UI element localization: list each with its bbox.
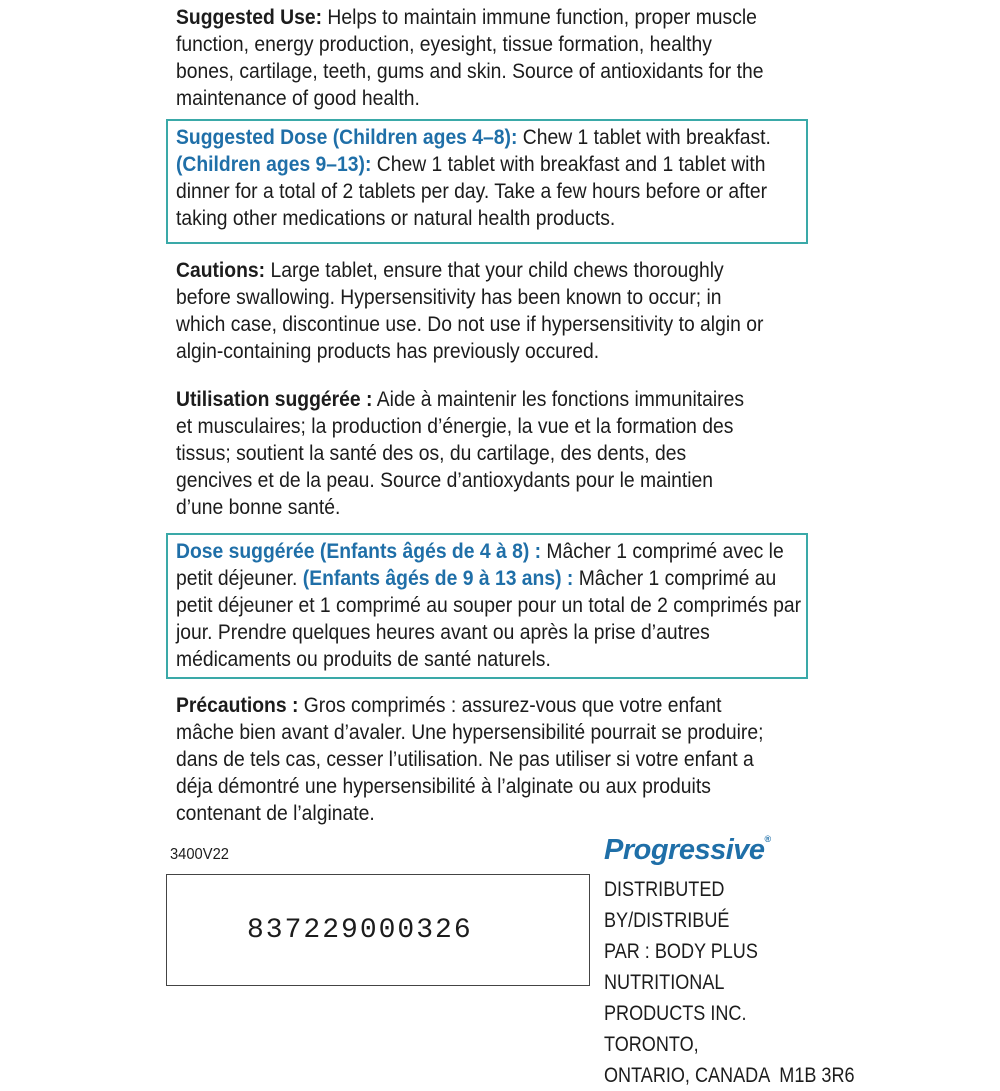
en-cautions-label: Cautions: [176,259,266,282]
brand-name: Progressive [604,834,765,866]
en-dose-text-block [176,124,802,232]
fr-cautions [176,692,765,827]
fr-suggested-use [176,386,765,521]
barcode-number: 837229000326 [247,915,473,946]
fr-suggested-use-label: Utilisation suggérée : [176,388,373,411]
fr-dose-text-2: Mâcher 1 comprimé au petit déjeuner et 1 comprimé au souper pour un total de 2 comprimés par jour. Prendre quelques heures avant ou après la prise d’autres médicaments ou produits de santé naturels. [176,567,802,671]
fr-dose-text-1: Mâcher 1 comprimé avec le petit déjeuner. [176,540,784,590]
en-dose-label-children-9-13: (Children ages 9–13): [176,153,372,176]
en-dose-box [166,119,808,244]
en-dose-text-2: Chew 1 tablet with breakfast and 1 tablet with dinner for a total of 2 tablets per day. Take a few hours before or after taking other medications or natural health products. [176,153,768,230]
distributor-line: DISTRIBUTED BY/DISTRIBUÉ [604,878,730,932]
en-suggested-use-label: Suggested Use: [176,6,323,29]
fr-cautions-label: Précautions : [176,694,299,717]
distributor-line: PAR : BODY PLUS NUTRITIONAL [604,940,758,994]
barcode-box [166,874,590,986]
en-cautions-text: Large tablet, ensure that your child chews thoroughly before swallowing. Hypersensitivity has been known to occur; in which case, discontinue use. Do not use if hypersensitivity to algin or algin-containing products has previously occured. [176,259,764,363]
fr-dose-label-enfants-4-8: Dose suggérée (Enfants âgés de 4 à 8) : [176,540,542,563]
distributor-line: PRODUCTS INC. TORONTO, [604,1002,747,1056]
en-suggested-use [176,4,765,112]
brand-logo [604,834,771,867]
en-cautions [176,257,765,365]
fr-cautions-text: Gros comprimés : assurez-vous que votre enfant mâche bien avant d’avaler. Une hypersensibilité pourrait se produire; dans de tels cas, cesser l’utilisation. Ne pas utiliser si votre enfant a déja démontré une hypersensibilité à l’alginate ou aux produits contenant de l’alginate. [176,694,764,825]
en-suggested-use-text: Helps to maintain immune function, proper muscle function, energy production, eyesight, tissue formation, healthy bones, cartilage, teeth, gums and skin. Source of antioxidants for the maintenance of good health. [176,6,764,110]
fr-dose-box [166,533,808,679]
distributor-line: ONTARIO, CANADA M1B 3R6 [604,1064,855,1087]
fr-dose-text-block [176,538,802,673]
distributor-info [604,874,855,1091]
product-code: 3400V22 [170,846,229,863]
fr-dose-label-enfants-9-13: (Enfants âgés de 9 à 13 ans) : [302,567,574,590]
en-dose-text-1: Chew 1 tablet with breakfast. [517,126,771,149]
registered-mark: ® [764,834,771,844]
fr-suggested-use-text: Aide à maintenir les fonctions immunitaires et musculaires; la production d’énergie, la vue et la formation des tissus; soutient la santé des os, du cartilage, des dents, des gencives et de la peau. Source d’antioxydants pour le maintien d’une bonne santé. [176,388,745,519]
en-dose-label-children-4-8: Suggested Dose (Children ages 4–8): [176,126,518,149]
